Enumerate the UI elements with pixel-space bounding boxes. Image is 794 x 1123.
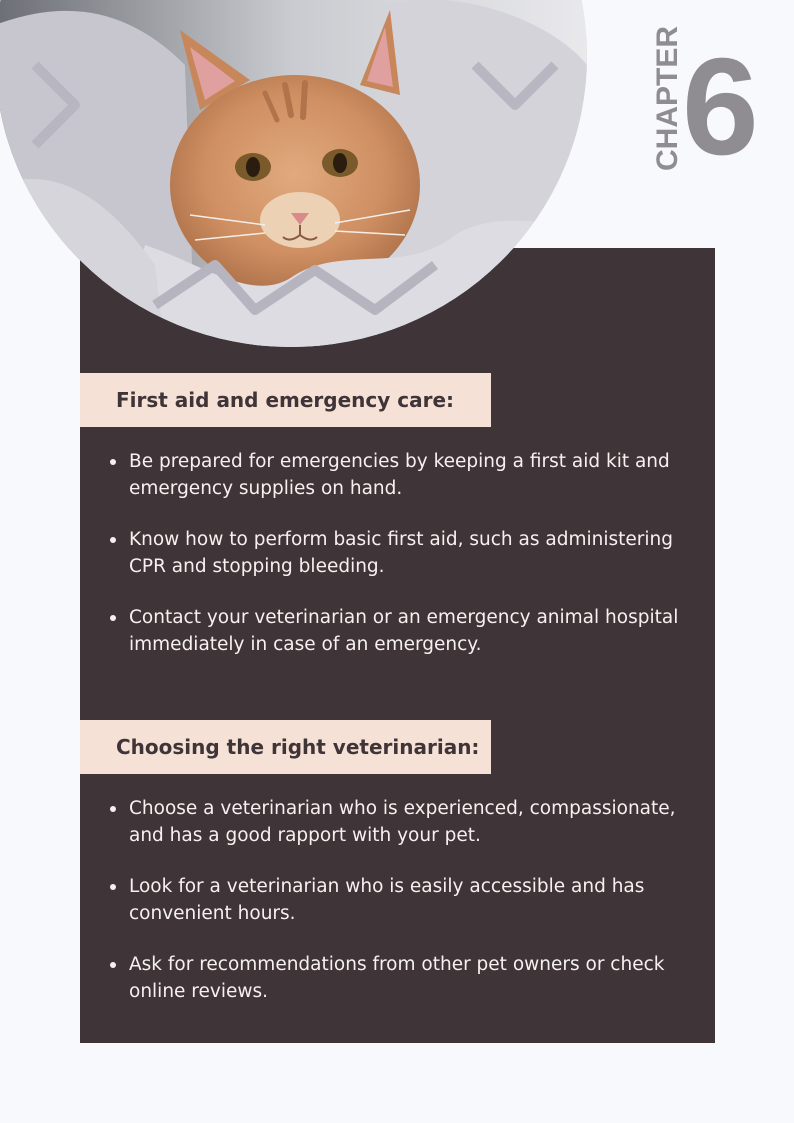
list-item-text: Look for a veterinarian who is easily accessible and has convenient hours.	[129, 876, 645, 924]
section-heading-first-aid: First aid and emergency care:	[80, 373, 491, 427]
bullet-icon	[110, 884, 116, 890]
section-heading-veterinarian: Choosing the right veterinarian:	[80, 720, 491, 774]
list-item-text: Ask for recommendations from other pet owners or check online reviews.	[129, 954, 665, 1002]
bullet-icon	[110, 962, 116, 968]
chapter-label: CHAPTER	[651, 25, 684, 171]
veterinarian-list	[108, 795, 688, 1029]
list-item-text: Contact your veterinarian or an emergency animal hospital immediately in case of an emergency.	[129, 607, 679, 655]
bullet-icon	[110, 806, 116, 812]
list-item	[108, 526, 688, 580]
first-aid-list	[108, 448, 688, 682]
list-item	[108, 604, 688, 658]
list-item	[108, 448, 688, 502]
list-item	[108, 873, 688, 927]
chapter-mark	[640, 25, 759, 184]
cat-illustration	[0, 0, 587, 347]
list-item-text: Be prepared for emergencies by keeping a first aid kit and emergency supplies on hand.	[129, 451, 670, 499]
list-item	[108, 951, 688, 1005]
cat-photo	[0, 0, 587, 347]
bullet-icon	[110, 459, 116, 465]
bullet-icon	[110, 615, 116, 621]
list-item-text: Know how to perform basic first aid, such as administering CPR and stopping bleeding.	[129, 529, 673, 577]
bullet-icon	[110, 537, 116, 543]
list-item	[108, 795, 688, 849]
chapter-number: 6	[682, 30, 759, 184]
list-item-text: Choose a veterinarian who is experienced, compassionate, and has a good rapport with your pet.	[129, 798, 676, 846]
